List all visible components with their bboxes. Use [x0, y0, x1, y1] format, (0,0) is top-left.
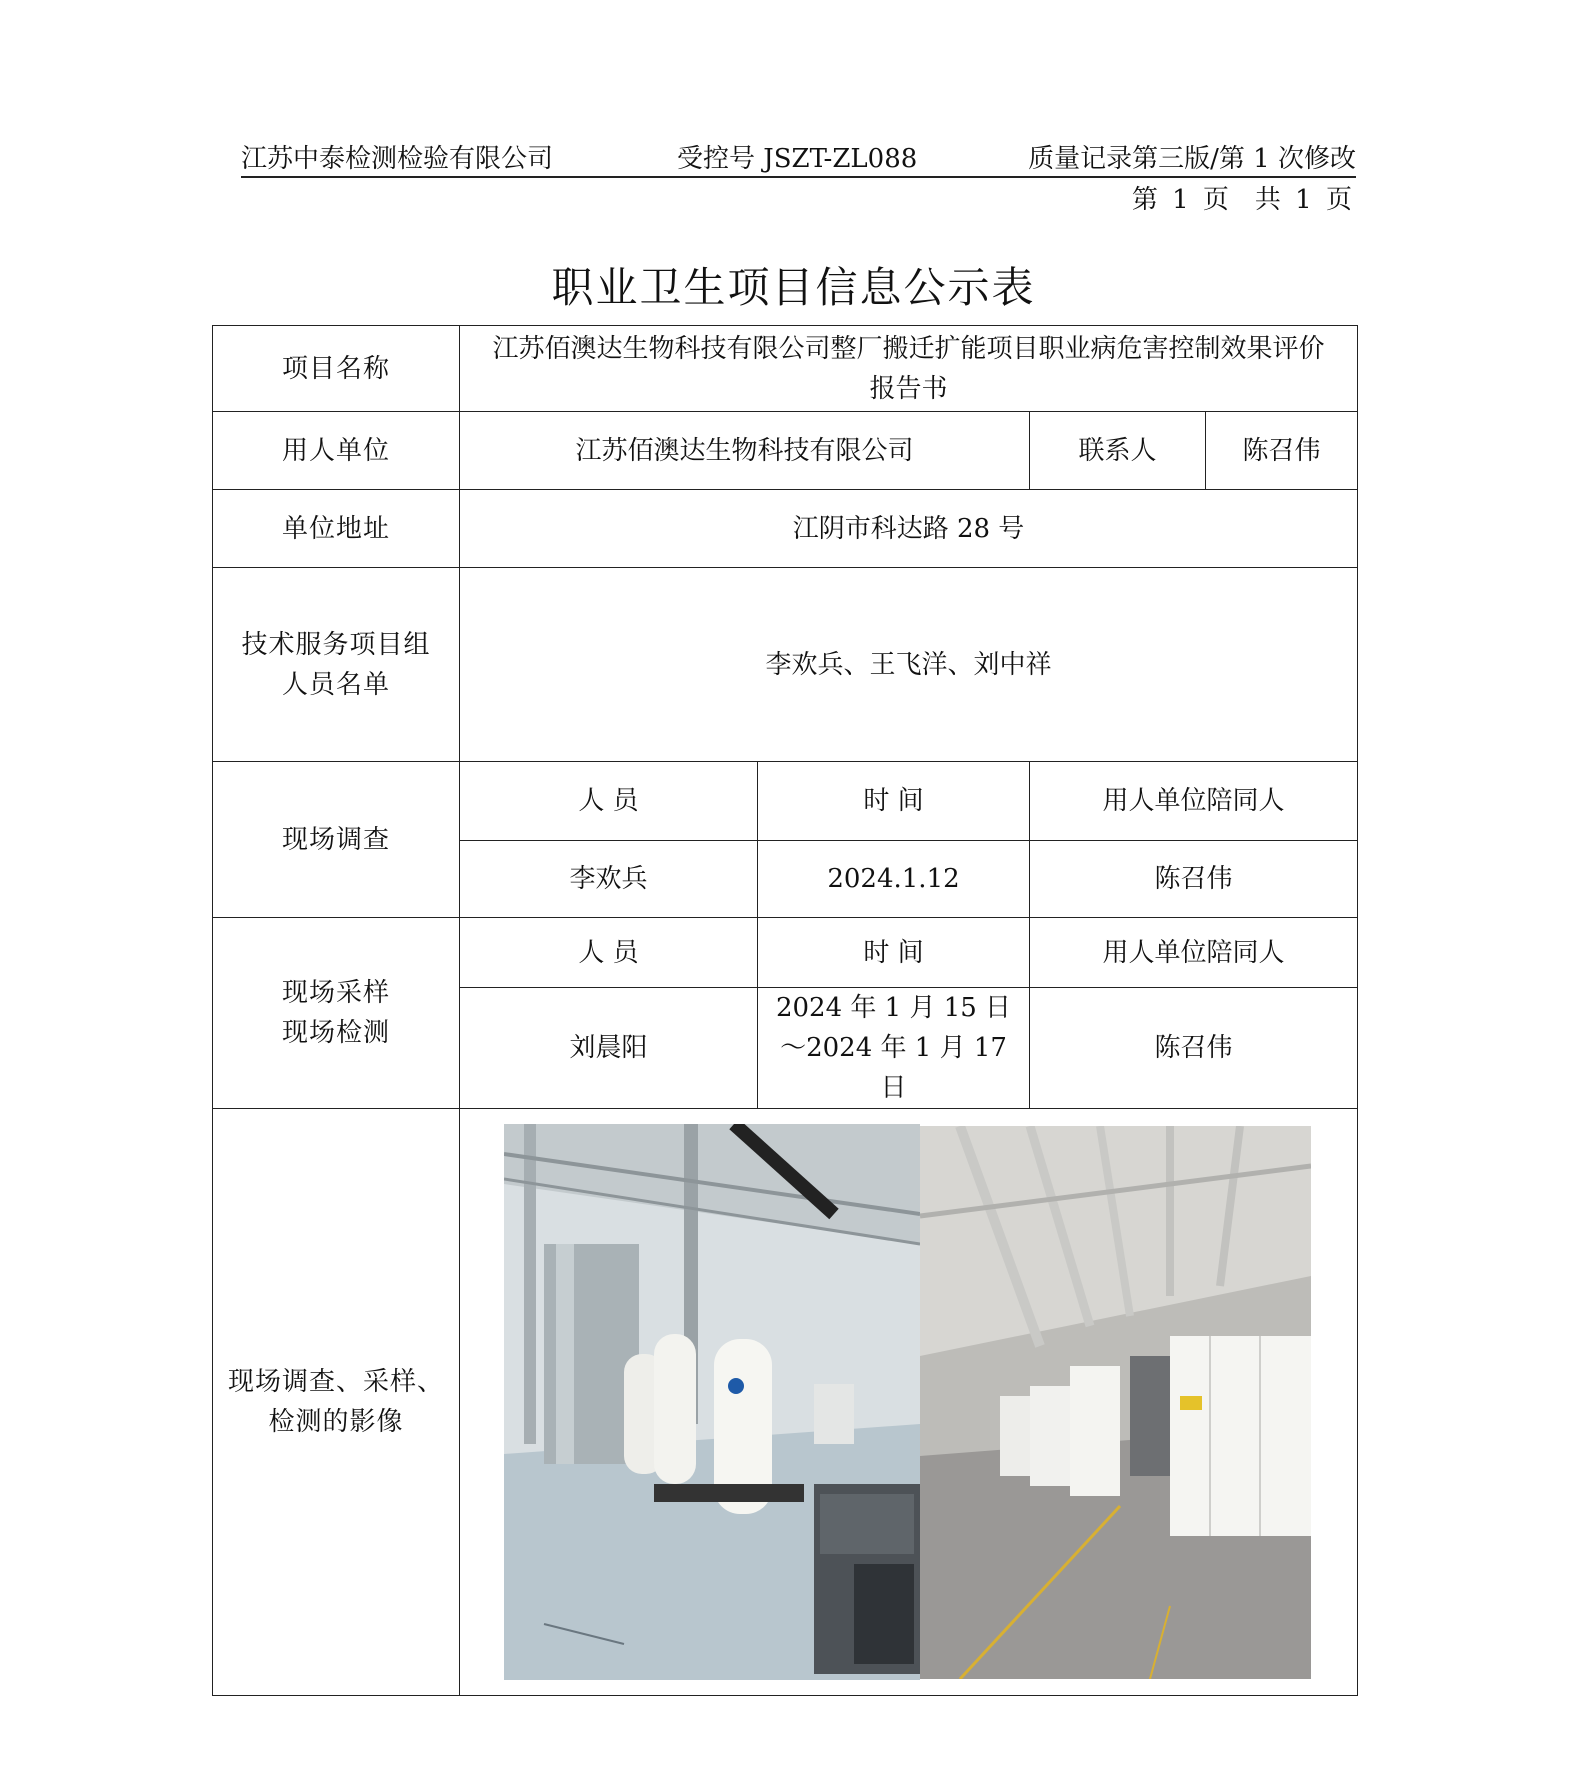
employer-value: 江苏佰澳达生物科技有限公司 — [460, 412, 1030, 490]
row-team — [213, 568, 1358, 762]
row-images — [213, 1109, 1358, 1696]
survey-person: 李欢兵 — [460, 841, 758, 918]
header-divider — [241, 176, 1356, 178]
survey-col-time: 时 间 — [758, 762, 1030, 841]
sampling-col-time: 时 间 — [758, 918, 1030, 988]
contact-label: 联系人 — [1030, 412, 1206, 490]
sampling-col-companion: 用人单位陪同人 — [1030, 918, 1358, 988]
row-sampling-header — [213, 918, 1358, 988]
row-survey-header — [213, 762, 1358, 841]
survey-companion: 陈召伟 — [1030, 841, 1358, 918]
contact-value: 陈召伟 — [1206, 412, 1358, 490]
team-value: 李欢兵、王飞洋、刘中祥 — [460, 568, 1358, 762]
photo-nitrogen-generator — [504, 1124, 920, 1680]
images-cell — [460, 1109, 1358, 1696]
header-quality-record: 质量记录第三版/第 1 次修改 — [1028, 144, 1356, 174]
info-table — [212, 325, 1358, 1696]
survey-time: 2024.1.12 — [758, 841, 1030, 918]
sampling-companion: 陈召伟 — [1030, 988, 1358, 1109]
team-label: 技术服务项目组人员名单 — [213, 568, 460, 762]
address-value: 江阴市科达路 28 号 — [460, 490, 1358, 568]
site-photos — [460, 1110, 1357, 1695]
page-header — [241, 134, 1356, 176]
photo-electrical-cabinets — [920, 1126, 1311, 1679]
header-company: 江苏中泰检测检验有限公司 — [241, 144, 554, 174]
survey-col-person: 人 员 — [460, 762, 758, 841]
row-address — [213, 490, 1358, 568]
sampling-time: 2024 年 1 月 15 日～2024 年 1 月 17 日 — [758, 988, 1030, 1109]
sampling-col-person: 人 员 — [460, 918, 758, 988]
project-name-label: 项目名称 — [213, 326, 460, 412]
employer-label: 用人单位 — [213, 412, 460, 490]
address-label: 单位地址 — [213, 490, 460, 568]
project-name-value: 江苏佰澳达生物科技有限公司整厂搬迁扩能项目职业病危害控制效果评价报告书 — [460, 326, 1358, 412]
row-project-name — [213, 326, 1358, 412]
sampling-label: 现场采样现场检测 — [213, 918, 460, 1109]
survey-col-companion: 用人单位陪同人 — [1030, 762, 1358, 841]
images-label: 现场调查、采样、检测的影像 — [213, 1109, 460, 1696]
page-number: 第 1 页 共 1 页 — [1131, 185, 1352, 215]
header-control-number: 受控号 JSZT-ZL088 — [677, 144, 918, 174]
row-employer — [213, 412, 1358, 490]
document-title: 职业卫生项目信息公示表 — [551, 263, 1036, 312]
sampling-person: 刘晨阳 — [460, 988, 758, 1109]
survey-label: 现场调查 — [213, 762, 460, 918]
